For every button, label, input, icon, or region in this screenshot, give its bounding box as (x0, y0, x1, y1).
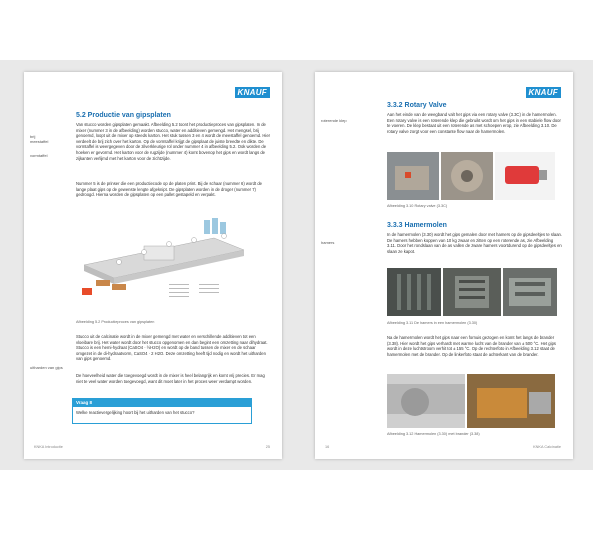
photo-hammers-right (503, 268, 557, 316)
caption-hammers: Afbeelding 3.11 De hamers in een hamermolen (3.30) (387, 321, 478, 325)
knauf-logo: KNAUF (526, 87, 562, 98)
margin-label-brij: brij (30, 134, 36, 139)
paragraph-hamermolen: In de hamermolen (3.30) wordt het gips gemalen door met hamers op de gipsdeeltjes te slaan. De hamers hebben koppen van 10 kg zwaar en zitten op een roterende as, zie Afbeelding 3.11. Door het rondslaan van de as vallen de zware hamers voortdurend op de gipsdeeltjes en slaan ze kapot. (387, 232, 563, 254)
production-line-illustration (74, 210, 254, 310)
paragraph-rotary-valve: Aan het einde van de weegband valt het gips via een rotary valve (3.3C) in de hamermolen. Een rotary valve is een roterende klep die gebruikt wordt om het gips in een stabiele flow door te voeren. De klep bestaat uit een roterende as met schoepen erop, zie Afbeelding 3.10. De rotary valve zorgt voor een constante flow naar de hamermolen. (387, 112, 561, 134)
question-text: Welke reactievergelijking hoort bij het uitharden van het stucco? (76, 410, 195, 415)
photo-hamermolen-brander (467, 374, 555, 428)
margin-label-hamers: hamers (321, 240, 335, 245)
photo-rotary-valve-interior (441, 152, 493, 200)
caption-rotary-valve: Afbeelding 3.10 Rotary valve (3.3C) (387, 204, 448, 208)
paragraph-water-amount: De hoeveelheid water die toegevoegd wordt in de mixer is heel belangrijk en komt vrij precies. Er mag niet te veel water worden toegevoegd, want dit moet later in het proces weer verdampt worden. (76, 373, 265, 384)
footer-right: KNKA Calcinatie (533, 445, 561, 449)
section-title-hamermolen: 3.3.3 Hamermolen (387, 222, 447, 229)
photo-rotary-valve-room (387, 152, 439, 200)
photo-rotary-valve-diagram (495, 152, 555, 200)
caption-brander: Afbeelding 3.12 Hamermolen (3.30) met brander (3.38) (387, 432, 480, 436)
margin-label-vormtaffel: vormtaffel (30, 153, 48, 158)
footer-page-number: 25 (265, 445, 270, 449)
question-box (72, 398, 252, 424)
photo-hammers-middle (443, 268, 501, 316)
paragraph-production-intro: Van stucco worden gipsplaten gemaakt. Afbeelding 5.2 toont het productieproces van gipsplaten. In de mixer (nummer 3 in de afbeelding) worden stucco, water en additieven gemengd. Het mengsel, brij genoemd, loopt uit de mixer op steeds karton. Het stuk tussen 3 en 4 wordt de meestaffel genoemd. Hier verdeelt de brij zich over het karton. Op de vormtaffel krijgt de gipsplaat de juiste breedte en dikte. De vormtaffel is weergegeven door de zilverkleurige rol onder nummer 4 in afbeelding 5.2. Ook worden de hoeken er gevormd. Het karton voor de rugzijde (nummer 4) komt bovenop het gips en wordt langs de zijkanten verlijmd met het karton voor de zichtzijde. (76, 122, 271, 161)
footer-page-number: 16 (325, 445, 330, 449)
paragraph-calcination-stucco: Stucco uit de calcinatie wordt in de mixer gemengd met water en verschillende additieven tot een vloeibare brij. Het water wordt door het stucco opgenomen en dan begint een omzetting naar dihydraat. Stucco is een hemi-hydraat (CaSO4 · ½H2O) en wordt op de band tussen de mixer en de schaar omgezet in de di-hydraatvorm, CaSO4 · 2 H2O. Deze omzetting heeft tijd nodig en wordt het uitharden van gips genoemd. (76, 334, 268, 362)
photo-hammers-left (387, 268, 441, 316)
section-title-rotary-valve: 3.3.2 Rotary Valve (387, 102, 447, 109)
section-title: 5.2 Productie van gipsplaten (76, 112, 171, 119)
margin-label-meestaffel: meestaffel (30, 139, 49, 144)
question-header: Vraag 8 (73, 399, 251, 407)
paragraph-printer-dryer: Nummer 5 is de prinser die een productiecode op de platen print. Bij de schaar (nummer 6) wordt de lange plaat gips op de gewenste lengte afgeknipt. De gipsplaten worden in de droger (nummer 7) gedroogd. Hierna worden de gipsplaten op een pallet gestapeld en verpakt. (76, 181, 262, 198)
left-page (24, 72, 282, 459)
figure-caption: Afbeelding 5.2 Productieproces van gipsplaten (76, 320, 155, 324)
margin-label-roterende-klep: roterende klep (321, 118, 347, 123)
knauf-logo: KNAUF (235, 87, 271, 98)
paragraph-brander: Na de hamermolen wordt het gips naar een fornuis gezogen en komt het langs de brander (3.38). Hier wordt het gips verhardt met warme lucht van de brander van ± 500 °C. Het gips wordt in deze luchtstroom verhit tot ± 155 °C. Op de rechterfoto in Afbeelding 3.12 staat de hamermolen met de brander. Op de linkerfoto staat de achterkant van de brander. (387, 335, 556, 357)
margin-label-uitharden: uitharden van gips (30, 365, 63, 370)
right-page (315, 72, 573, 459)
photo-brander-back (387, 374, 465, 428)
footer-left: KNKA Introductie (34, 445, 63, 449)
